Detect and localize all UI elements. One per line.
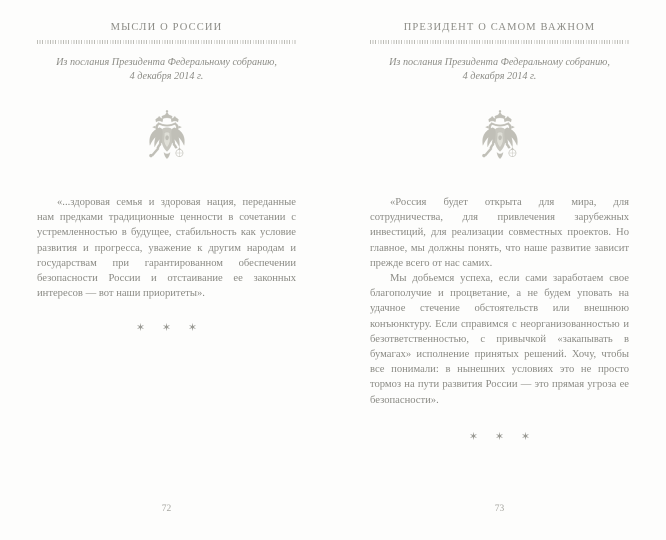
source-line-1-left: Из послания Президента Федеральному собранию, [56,57,277,68]
right-page [333,0,666,540]
emblem-container-left [37,109,296,167]
page-number-left: 72 [161,504,172,514]
source-attribution-left [37,56,296,83]
source-line-2-right: 4 декабря 2014 г. [462,70,537,82]
quote-body-right [370,195,629,408]
russian-coat-of-arms-icon [141,109,193,167]
quote-paragraph-left-1: «...здоровая семья и здоровая нация, переданные нам предками традиционные ценности в сочетании с устремленностью в будущее, стабильность как условие развития и прогресса, уважение к другим народам и государствам при гарантированном обеспечении безопасности России и отстаивание ее законных интересов — вот наши приоритеты». [37,197,296,300]
right-page-content [370,0,629,540]
section-separator-right: ✶ ✶ ✶ [468,430,538,443]
emblem-container-right [370,109,629,167]
quote-body-left [37,195,296,301]
source-attribution-right [370,56,629,83]
left-page-content [37,0,296,540]
quote-paragraph-right-2: Мы добьемся успеха, если сами заработаем свое благополучие и процветание, а не будем уповать на удачное стечение обстоятельств или внешнюю конъюнктуру. Если справимся с неорганизованностью и безответственностью, с привычкой «закапывать в бумагах» исполнение принятых решений. Хочу, чтобы все понимали: в нынешних условиях это не просто тормоз на пути развития России — это прямая угроза ее безопасности». [370,273,629,406]
source-line-1-right: Из послания Президента Федеральному собранию, [389,57,610,68]
quote-paragraph-right-1: «Россия будет открыта для мира, для сотрудничества, для привлечения зарубежных инвестиций, для реализации совместных проектов. Но главное, мы должны понять, что наше развитие зависит прежде всего от нас самих. [370,197,629,269]
page-number-right: 73 [494,504,505,514]
running-head-right: ПРЕЗИДЕНТ О САМОМ ВАЖНОМ [403,22,596,33]
source-line-2-left: 4 декабря 2014 г. [129,70,204,82]
running-head-left: МЫСЛИ О РОССИИ [110,22,223,33]
ornamental-rule-right [370,40,629,44]
russian-coat-of-arms-icon [474,109,526,167]
section-separator-left: ✶ ✶ ✶ [135,322,205,335]
ornamental-rule-left [37,40,296,44]
